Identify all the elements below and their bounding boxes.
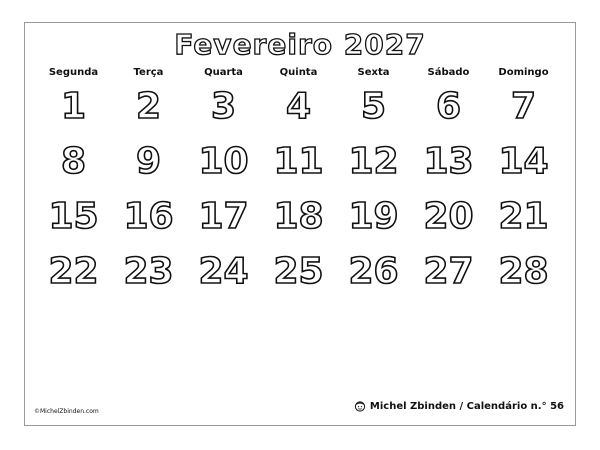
day-cell: 19 <box>348 195 399 237</box>
day-cell: 1 <box>60 85 87 127</box>
weekday-thursday: Quinta <box>279 67 318 78</box>
day-cell: 15 <box>48 195 99 237</box>
author-credit-text: Michel Zbinden / Calendário n.° 56 <box>369 400 564 412</box>
day-cell: 26 <box>348 250 399 292</box>
day-cell: 17 <box>198 195 249 237</box>
day-cell: 20 <box>423 195 474 237</box>
face-icon <box>354 400 366 412</box>
calendar-grid <box>36 80 564 300</box>
day-cell: 12 <box>348 140 399 182</box>
author-credit <box>354 400 564 412</box>
weekday-friday: Sexta <box>357 67 390 78</box>
day-cell: 28 <box>498 250 549 292</box>
day-cell: 13 <box>423 140 474 182</box>
day-cell: 18 <box>273 195 324 237</box>
day-cell: 3 <box>210 85 237 127</box>
website-credit: ©MichelZbinden.com <box>34 408 99 415</box>
calendar-title: Fevereiro 2027 <box>174 28 426 61</box>
weekday-tuesday: Terça <box>133 67 164 78</box>
day-cell: 21 <box>498 195 549 237</box>
weekday-monday: Segunda <box>48 67 99 78</box>
day-cell: 27 <box>423 250 474 292</box>
weekday-header-row <box>36 67 564 81</box>
day-cell: 22 <box>48 250 99 292</box>
day-cell: 11 <box>273 140 324 182</box>
day-cell: 5 <box>360 85 387 127</box>
day-cell: 2 <box>135 85 162 127</box>
weekday-sunday: Domingo <box>498 67 549 78</box>
day-cell: 16 <box>123 195 174 237</box>
day-cell: 6 <box>435 85 462 127</box>
day-cell: 8 <box>60 140 87 182</box>
day-cell: 9 <box>135 140 162 182</box>
weekday-saturday: Sábado <box>427 67 470 78</box>
day-cell: 24 <box>198 250 249 292</box>
day-cell: 23 <box>123 250 174 292</box>
day-cell: 25 <box>273 250 324 292</box>
day-cell: 14 <box>498 140 549 182</box>
weekday-wednesday: Quarta <box>204 67 243 78</box>
day-cell: 10 <box>198 140 249 182</box>
day-cell: 4 <box>285 85 312 127</box>
day-cell: 7 <box>510 85 537 127</box>
